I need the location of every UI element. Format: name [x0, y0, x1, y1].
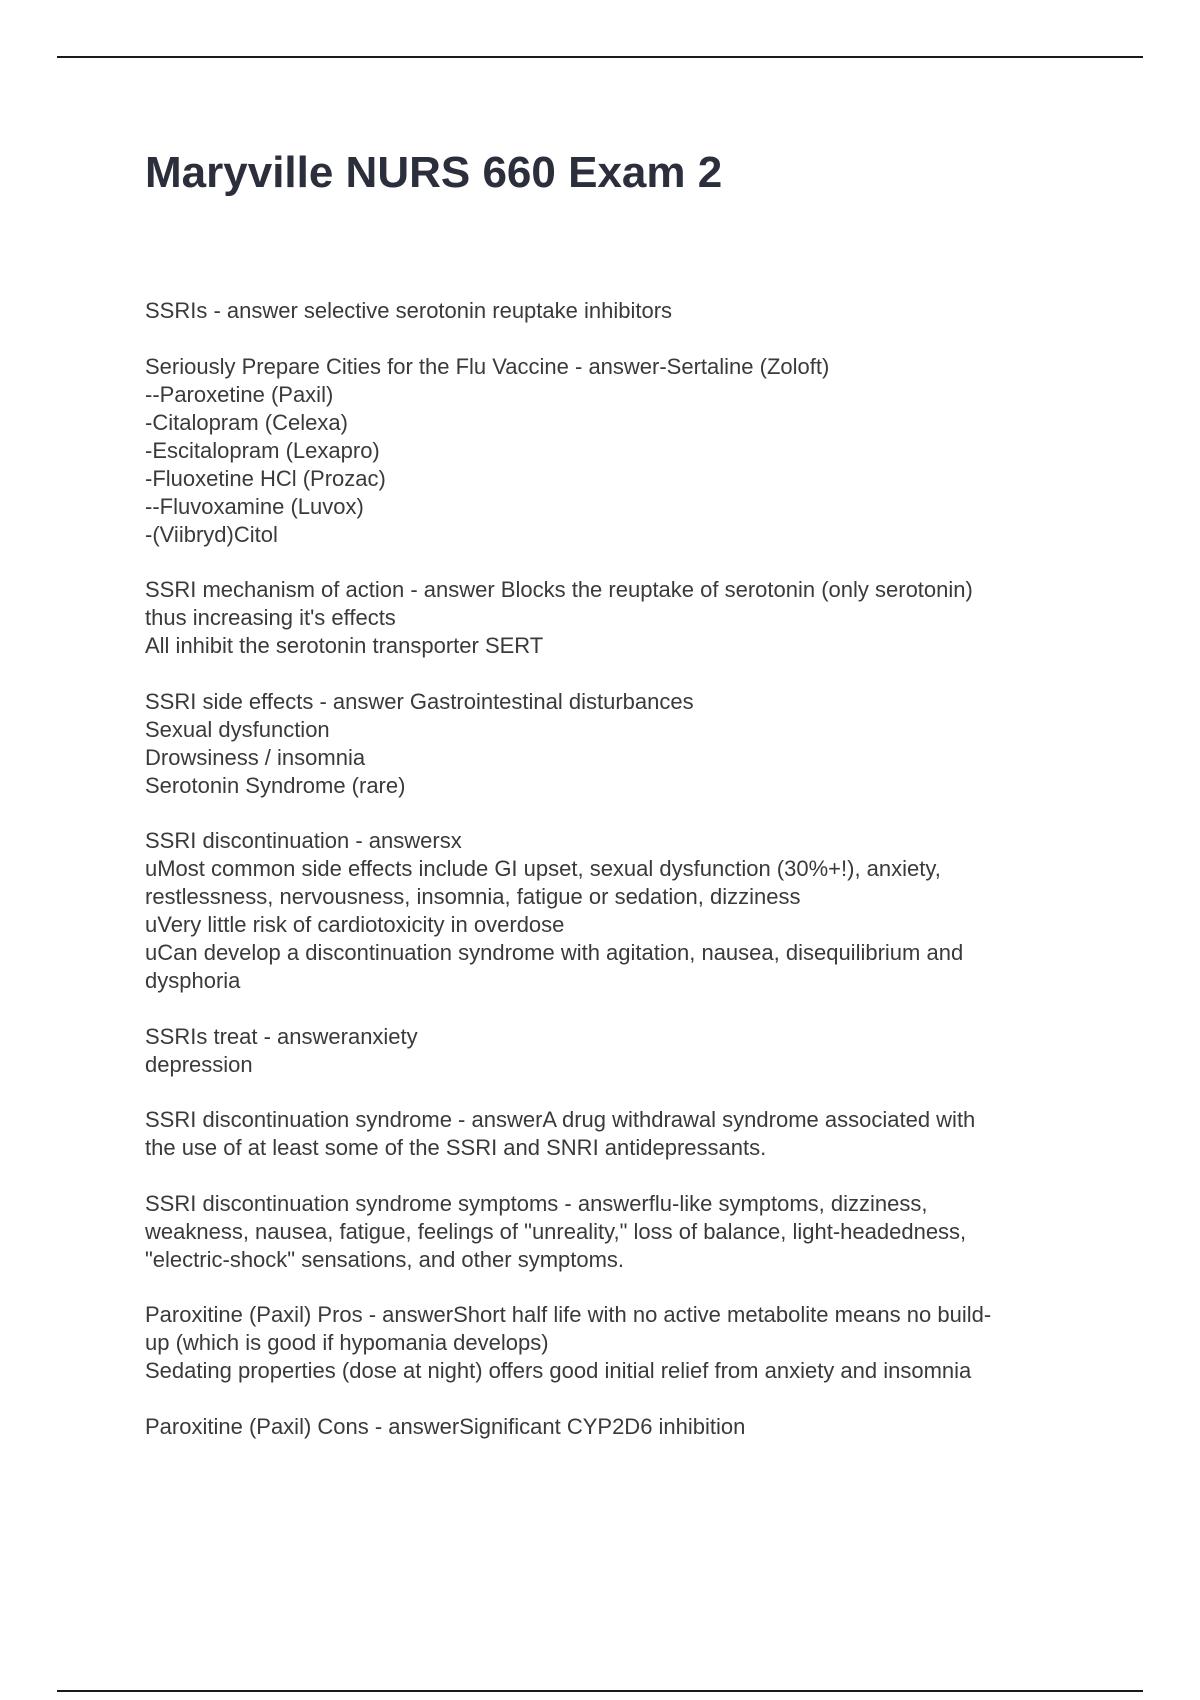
entry-line: -Citalopram (Celexa) [145, 409, 348, 435]
entry-line: --Fluvoxamine (Luvox) [145, 493, 364, 519]
page-title: Maryville NURS 660 Exam 2 [145, 148, 723, 197]
entry-line: up (which is good if hypomania develops) [145, 1330, 549, 1355]
entry-line: -(Viibryd)Citol [145, 521, 278, 547]
entry-line: uCan develop a discontinuation syndrome with agitation, nausea, disequilibrium and [145, 940, 964, 965]
entry-line: uVery little risk of cardiotoxicity in overdose [145, 912, 565, 937]
qa-entry [145, 576, 1085, 660]
page-content [145, 140, 1085, 1468]
entry-line: restlessness, nervousness, insomnia, fatigue or sedation, dizziness [145, 884, 801, 909]
qa-entry [145, 1023, 1085, 1079]
entry-line: thus increasing it's effects [145, 605, 396, 630]
entry-line: SSRI discontinuation - answersx [145, 828, 462, 853]
qa-entry [145, 688, 1085, 800]
qa-list [145, 297, 1085, 1441]
qa-entry [145, 297, 1085, 325]
entry-line: SSRI side effects - answer Gastrointestinal disturbances [145, 688, 694, 714]
entry-line: the use of at least some of the SSRI and SNRI antidepressants. [145, 1135, 767, 1160]
entry-line: Paroxitine (Paxil) Pros - answerShort half life with no active metabolite means no build- [145, 1302, 992, 1327]
entry-line: Drowsiness / insomnia [145, 744, 366, 770]
entry-line: SSRIs - answer selective serotonin reuptake inhibitors [145, 298, 673, 323]
qa-entry [145, 827, 1085, 995]
qa-entry [145, 1106, 1085, 1162]
entry-line: weakness, nausea, fatigue, feelings of "unreality," loss of balance, light-headedness, [145, 1218, 967, 1244]
entry-line: uMost common side effects include GI upset, sexual dysfunction (30%+!), anxiety, [145, 856, 941, 881]
entry-line: SSRI discontinuation syndrome - answerA drug withdrawal syndrome associated with [145, 1107, 976, 1132]
entry-line: dysphoria [145, 968, 241, 993]
entry-line: SSRI mechanism of action - answer Blocks the reuptake of serotonin (only serotonin) [145, 577, 973, 602]
qa-entry [145, 1413, 1085, 1441]
entry-line: Sedating properties (dose at night) offers good initial relief from anxiety and insomnia [145, 1358, 972, 1383]
qa-entry [145, 1190, 1085, 1274]
entry-line: All inhibit the serotonin transporter SERT [145, 633, 544, 658]
entry-line: depression [145, 1051, 253, 1077]
entry-line: "electric-shock" sensations, and other symptoms. [145, 1246, 625, 1272]
top-rule [57, 56, 1143, 58]
entry-line: SSRIs treat - answeranxiety [145, 1023, 418, 1049]
entry-line: Sexual dysfunction [145, 716, 330, 742]
entry-line: --Paroxetine (Paxil) [145, 381, 334, 407]
entry-line: Paroxitine (Paxil) Cons - answerSignificant CYP2D6 inhibition [145, 1413, 746, 1439]
bottom-rule [57, 1690, 1143, 1692]
entry-line: Serotonin Syndrome (rare) [145, 772, 406, 798]
entry-line: -Escitalopram (Lexapro) [145, 437, 380, 463]
qa-entry [145, 1301, 1085, 1385]
entry-line: SSRI discontinuation syndrome symptoms - answerflu-like symptoms, dizziness, [145, 1190, 928, 1216]
entry-line: -Fluoxetine HCl (Prozac) [145, 465, 386, 491]
qa-entry [145, 353, 1085, 549]
entry-line: Seriously Prepare Cities for the Flu Vaccine - answer-Sertaline (Zoloft) [145, 353, 830, 379]
